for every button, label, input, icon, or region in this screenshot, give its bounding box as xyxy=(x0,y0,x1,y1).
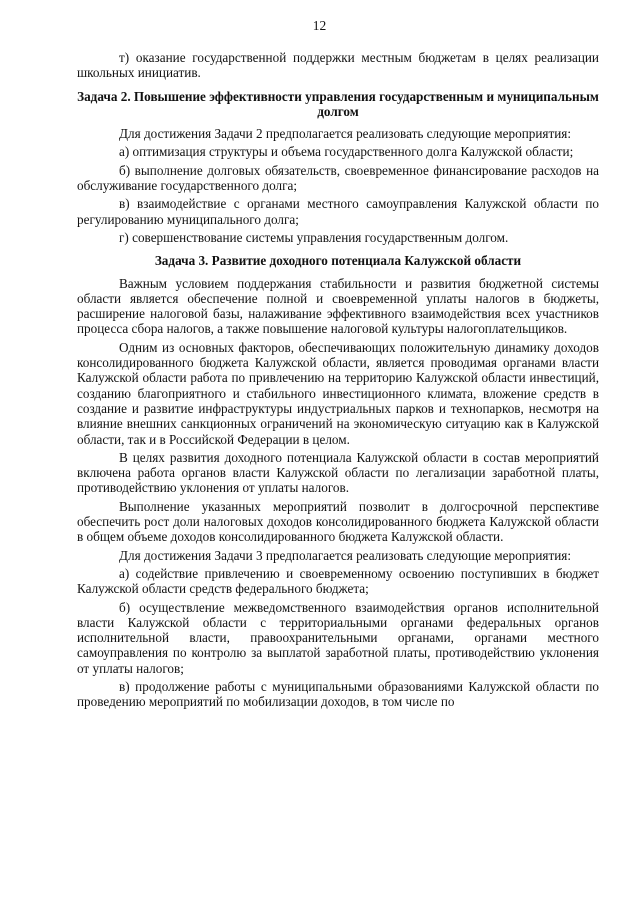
paragraph-task-3-factors: Одним из основных факторов, обеспечивающих положительную динамику доходов консолидированного бюджета Калужской области, является проводимая органами власти Калужской области работа по привлечению на территорию Калужской области инвестиций, созданию благоприятного и стабильного инвестиционного климата, вложение средств в создание и развитие инфраструктуры индустриальных парков и технопарков, несмотря на влияние внешних санкционных ограничений на экономическую ситуацию как в Калужской области, так и в Российской Федерации в целом. xyxy=(77,339,599,447)
paragraph-task-2-intro: Для достижения Задачи 2 предполагается реализовать следующие мероприятия: xyxy=(119,126,572,142)
page-number: 12 xyxy=(312,18,327,33)
paragraph-task-3-intro: Для достижения Задачи 3 предполагается реализовать следующие мероприятия: xyxy=(119,547,572,563)
heading-task-2: Задача 2. Повышение эффективности управления государственным и муниципальным долгом xyxy=(77,88,599,119)
paragraph-task-3-legalization: В целях развития доходного потенциала Калужской области в состав мероприятий включена работа органов власти Калужской области по легализации заработной платы, противодействию уклонения от уплаты налогов. xyxy=(77,449,599,496)
paragraph-task-2-g: г) совершенствование системы управления государственным долгом. xyxy=(119,229,509,245)
paragraph-task-3-outcome: Выполнение указанных мероприятий позволит в долгосрочной перспективе обеспечить рост доли налоговых доходов консолидированного бюджета Калужской области в общем объеме доходов консолидированного бюджета Калужской области. xyxy=(77,498,599,545)
paragraph-item-t: т) оказание государственной поддержки местным бюджетам в целях реализации школьных инициатив. xyxy=(77,50,599,81)
paragraph-task-3-v: в) продолжение работы с муниципальными образованиями Калужской области по проведению мероприятий по мобилизации доходов, в том числе по xyxy=(77,678,599,710)
paragraph-task-2-v: в) взаимодействие с органами местного самоуправления Калужской области по регулированию муниципального долга; xyxy=(77,196,599,227)
paragraph-task-2-b: б) выполнение долговых обязательств, своевременное финансирование расходов на обслуживание государственного долга; xyxy=(77,162,599,194)
heading-task-3: Задача 3. Развитие доходного потенциала Калужской области xyxy=(154,253,522,269)
paragraph-task-3-a: а) содействие привлечению и своевременному освоению поступивших в бюджет Калужской области средств федерального бюджета; xyxy=(77,565,599,597)
paragraph-task-3-condition: Важным условием поддержания стабильности и развития бюджетной системы области является обеспечение полной и своевременной уплаты налогов в бюджеты, расширение налоговой базы, налаживание эффективного взаимодействия всех участников процесса сбора налогов, а также повышение налоговой культуры налогоплательщиков. xyxy=(77,275,599,337)
paragraph-task-2-a: а) оптимизация структуры и объема государственного долга Калужской области; xyxy=(119,144,574,160)
paragraph-task-3-b: б) осуществление межведомственного взаимодействия органов исполнительной власти Калужской области с территориальными органами федеральных органов исполнительной власти, правоохранительными органами, органами местного самоуправления по контролю за выплатой заработной платы, противодействию уклонения от уплаты налогов; xyxy=(77,599,599,676)
document-body xyxy=(77,50,599,713)
